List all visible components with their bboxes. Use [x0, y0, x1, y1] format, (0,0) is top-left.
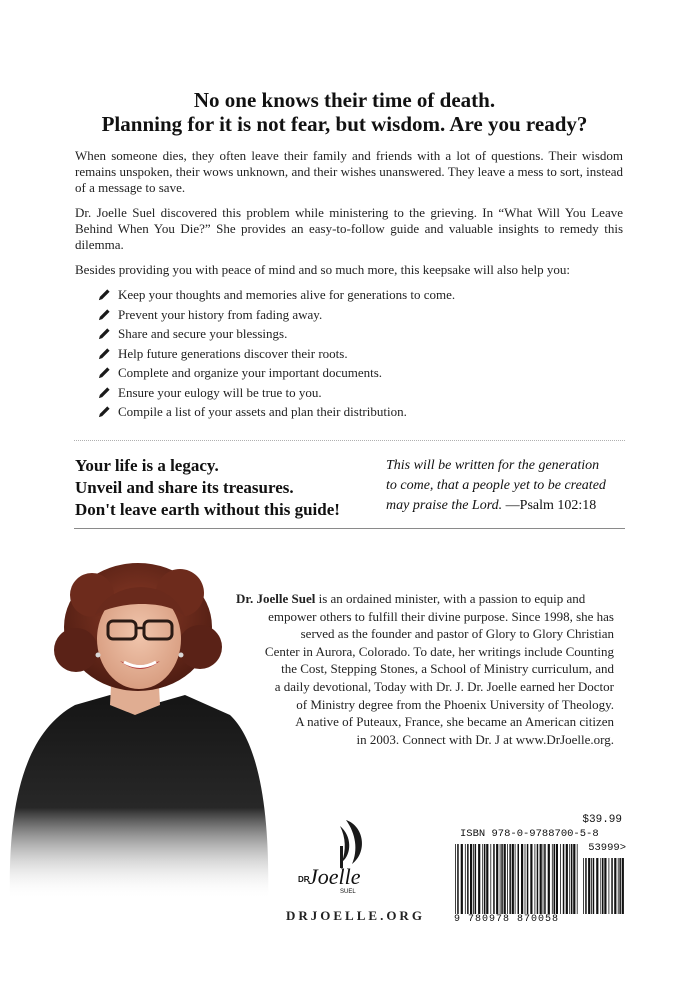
- barcode-addon: [582, 858, 624, 914]
- benefit-text: Compile a list of your assets and plan their distribution.: [118, 404, 407, 419]
- psalm-line-1: This will be written for the generation: [386, 458, 600, 473]
- barcode-bar: [591, 858, 592, 914]
- author-name: Dr. Joelle Suel: [236, 591, 316, 606]
- barcode-bar: [614, 858, 616, 914]
- barcode-bar: [618, 858, 619, 914]
- benefits-intro: Besides providing you with peace of mind and so much more, this keepsake will also help you:: [75, 262, 570, 277]
- barcode-bar: [504, 844, 506, 914]
- barcode-bar: [525, 844, 526, 914]
- barcode-bar: [535, 844, 536, 914]
- barcode-bar: [484, 844, 486, 914]
- barcode-bar: [569, 844, 570, 914]
- logo-dr: DR: [298, 875, 310, 884]
- barcode-bar: [588, 858, 590, 914]
- barcode-bar: [500, 844, 501, 914]
- barcode-bar: [501, 844, 503, 914]
- barcode-bar: [521, 844, 523, 914]
- barcode-bar: [611, 858, 613, 914]
- pencil-icon: [98, 327, 111, 340]
- psalm-reference: —Psalm 102:18: [502, 498, 597, 513]
- benefit-text: Help future generations discover their roots.: [118, 345, 348, 361]
- barcode-bar: [467, 844, 469, 914]
- dr-joelle-logo: [296, 816, 376, 896]
- list-item: [98, 363, 618, 383]
- author-photo: [0, 555, 275, 900]
- barcode-bar: [548, 844, 550, 914]
- barcode-bar: [622, 858, 624, 914]
- headline-line-2: Planning for it is not fear, but wisdom. Are you ready?: [101, 112, 588, 136]
- benefit-text: Ensure your eulogy will be true to you.: [118, 384, 322, 400]
- barcode-bar: [457, 844, 459, 914]
- legacy-tagline: [75, 455, 375, 521]
- legacy-line-2: Unveil and share its treasures.: [75, 478, 294, 497]
- benefit-text: Keep your thoughts and memories alive for generations to come.: [118, 287, 456, 302]
- barcode-bar: [493, 844, 495, 914]
- barcode-bar: [507, 844, 508, 914]
- bio-line-4: Center in Aurora, Colorado. To date, her writings include Counting: [264, 643, 614, 659]
- isbn-barcode: [454, 814, 626, 926]
- website-label: DRJOELLE.ORG: [286, 908, 425, 923]
- barcode-bar: [473, 844, 474, 914]
- list-item: [98, 285, 618, 305]
- barcode-bar: [609, 858, 610, 914]
- bio-line-7: of Ministry degree from the Phoenix University of Theology.: [296, 696, 614, 712]
- barcode-bar: [556, 844, 558, 914]
- bio-line-5: the Cost, Stepping Stones, a School of Ministry curriculum, and: [281, 661, 614, 677]
- barcode-bar: [475, 844, 477, 914]
- pencil-icon: [98, 405, 111, 418]
- barcode-bar: [496, 844, 498, 914]
- isbn-label: ISBN 978-0-9788700-5-8: [460, 828, 599, 840]
- barcode-bar: [515, 844, 516, 914]
- barcode-bar: [482, 844, 483, 914]
- bio-line-2: empower others to fulfill their divine purpose. Since 1998, she has: [268, 608, 614, 624]
- benefit-text: Share and secure your blessings.: [118, 326, 288, 341]
- pencil-icon: [98, 347, 111, 360]
- divider-top: [74, 440, 625, 441]
- barcode-bar: [563, 844, 565, 914]
- pencil-icon: [98, 366, 111, 379]
- barcode-bar: [537, 844, 539, 914]
- logo-surname: SUEL: [340, 889, 356, 895]
- legacy-line-3: Don't leave earth without this guide!: [75, 500, 340, 519]
- barcode-bar: [577, 844, 578, 914]
- barcode-bar: [465, 844, 466, 914]
- barcode-bar: [593, 858, 595, 914]
- barcode-bar: [602, 858, 604, 914]
- barcode-bar: [552, 844, 553, 914]
- addon-number: 53999>: [588, 842, 626, 854]
- barcode-bar: [518, 844, 520, 914]
- price-label: $39.99: [582, 814, 622, 826]
- bio-line-8: A native of Puteaux, France, she became an American citizen: [295, 714, 614, 730]
- barcode-main: [454, 844, 578, 914]
- barcode-bar: [583, 858, 584, 914]
- barcode-bar: [573, 844, 575, 914]
- barcode-bar: [490, 844, 491, 914]
- barcode-bar: [596, 858, 598, 914]
- barcode-bar: [566, 844, 568, 914]
- barcode-bar: [600, 858, 601, 914]
- bio-line-1: is an ordained minister, with a passion to equip and: [315, 591, 586, 606]
- bio-line-3: served as the founder and pastor of Glory to Glory Christian: [300, 626, 614, 642]
- barcode-bar: [604, 858, 606, 914]
- pencil-icon: [98, 288, 111, 301]
- barcode-bar: [527, 844, 529, 914]
- psalm-quote: [386, 456, 631, 516]
- barcode-bar: [619, 858, 621, 914]
- problem-paragraph: Dr. Joelle Suel discovered this problem while ministering to the grieving. In “What Will You Leave Behind When You Die?” She provides an easy-to-follow guide and valuable insights to remedy this dilemma.: [75, 205, 623, 252]
- legacy-line-1: Your life is a legacy.: [75, 456, 219, 475]
- psalm-line-2: to come, that a people yet to be created: [386, 478, 606, 493]
- list-item: [98, 383, 618, 403]
- divider-bottom: [74, 528, 625, 529]
- list-item: [98, 402, 618, 422]
- list-item: [98, 344, 618, 364]
- logo-name: Joelle: [308, 864, 361, 889]
- barcode-bar: [530, 844, 532, 914]
- author-bio: [236, 590, 614, 748]
- barcode-bar: [470, 844, 472, 914]
- bio-line-9: in 2003. Connect with Dr. J at www.DrJoelle.org.: [356, 731, 614, 747]
- headline-line-1: No one knows their time of death.: [193, 88, 496, 112]
- benefit-text: Complete and organize your important documents.: [118, 365, 383, 380]
- barcode-bar: [544, 844, 546, 914]
- barcode-bar: [540, 844, 542, 914]
- barcode-digits: 9 780978 870058: [454, 914, 560, 925]
- barcode-bar: [512, 844, 514, 914]
- list-item: [98, 324, 618, 344]
- barcode-bar: [585, 858, 587, 914]
- benefits-list: [98, 285, 618, 422]
- barcode-bar: [455, 844, 456, 914]
- pencil-icon: [98, 386, 111, 399]
- psalm-line-3: may praise the Lord.: [386, 498, 503, 513]
- barcode-bar: [571, 844, 573, 914]
- barcode-bar: [560, 844, 561, 914]
- bio-line-6: a daily devotional, Today with Dr. J. Dr. Joelle earned her Doctor: [274, 678, 614, 694]
- barcode-bar: [509, 844, 511, 914]
- barcode-bar: [461, 844, 463, 914]
- author-portrait: [0, 555, 275, 900]
- pencil-icon: [98, 308, 111, 321]
- barcode-bar: [554, 844, 556, 914]
- list-item: [98, 305, 618, 325]
- barcode-bar: [486, 844, 488, 914]
- headline: [60, 88, 629, 136]
- intro-paragraph: When someone dies, they often leave their family and friends with a lot of questions. Their wisdom remains unspoken, their wows unknown, and their wishes unanswered. They leave a mess to sort, instead of a message to save.: [75, 148, 623, 195]
- barcode-bar: [478, 844, 480, 914]
- benefit-text: Prevent your history from fading away.: [118, 306, 323, 322]
- barcode-bar: [543, 844, 544, 914]
